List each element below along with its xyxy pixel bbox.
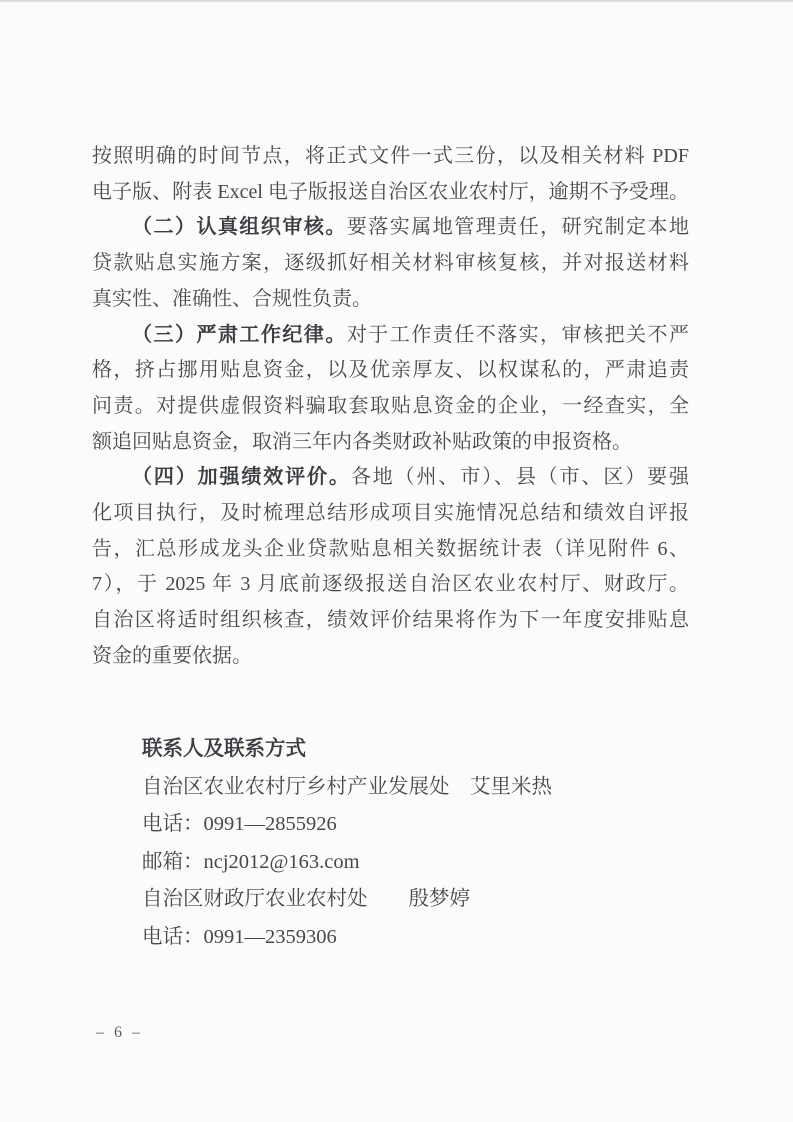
- body-line: 电子版、附表 Excel 电子版报送自治区农业农村厅，逾期不予受理。: [92, 180, 689, 203]
- body-line: 额追回贴息资金，取消三年内各类财政补贴政策的申报资格。: [92, 430, 632, 453]
- scan-edge-artifact: [0, 0, 793, 3]
- body-line: 真实性、准确性、合规性负责。: [92, 287, 372, 310]
- body-line: 自治区将适时组织核查，绩效评价结果将作为下一年度安排贴息: [92, 609, 689, 632]
- item-heading: （四）加强绩效评价。: [132, 466, 351, 489]
- contact-block: [142, 731, 552, 957]
- body-line: 格，挤占挪用贴息资金，以及优亲厚友、以权谋私的，严肃追责: [92, 359, 689, 382]
- body-line-text: 各地（州、市）、县（市、区）要强: [350, 466, 690, 489]
- contact-line: 自治区农业农村厅乡村产业发展处 艾里米热: [142, 775, 552, 798]
- body-line: [92, 210, 689, 246]
- body-line: 7），于 2025 年 3 月底前逐级报送自治区农业农村厅、财政厅。: [92, 573, 689, 596]
- body-line: 化项目执行，及时梳理总结形成项目实施情况总结和绩效自评报: [92, 502, 689, 525]
- contact-line: 邮箱：ncj2012@163.com: [142, 850, 360, 873]
- body-line: 资金的重要依据。: [92, 644, 252, 667]
- contact-line: 电话：0991—2359306: [142, 925, 337, 948]
- body-line-text: 对于工作责任不落实，审核把关不严: [346, 323, 690, 346]
- contact-line: 自治区财政厅农业农村处 殷梦婷: [142, 888, 470, 911]
- contact-line: 电话：0991—2855926: [142, 813, 337, 836]
- page-number: – 6 –: [96, 1024, 140, 1041]
- item-heading: （三）严肃工作纪律。: [132, 323, 347, 346]
- body-line: 按照明确的时间节点，将正式文件一式三份，以及相关材料 PDF: [92, 145, 689, 167]
- body-line: 问责。对提供虚假资料骗取套取贴息资金的企业，一经查实，全: [92, 394, 689, 417]
- body-text: [92, 139, 689, 675]
- item-heading: （二）认真组织审核。: [132, 216, 347, 239]
- body-line: 告，汇总形成龙头企业贷款贴息相关数据统计表（详见附件 6、: [92, 537, 689, 560]
- body-line-text: 要落实属地管理责任，研究制定本地: [346, 216, 690, 239]
- body-line: 贷款贴息实施方案，逐级抓好相关材料审核复核，并对报送材料: [92, 252, 689, 275]
- contact-heading: 联系人及联系方式: [142, 738, 306, 760]
- body-line: [92, 318, 689, 354]
- body-line: [92, 460, 689, 496]
